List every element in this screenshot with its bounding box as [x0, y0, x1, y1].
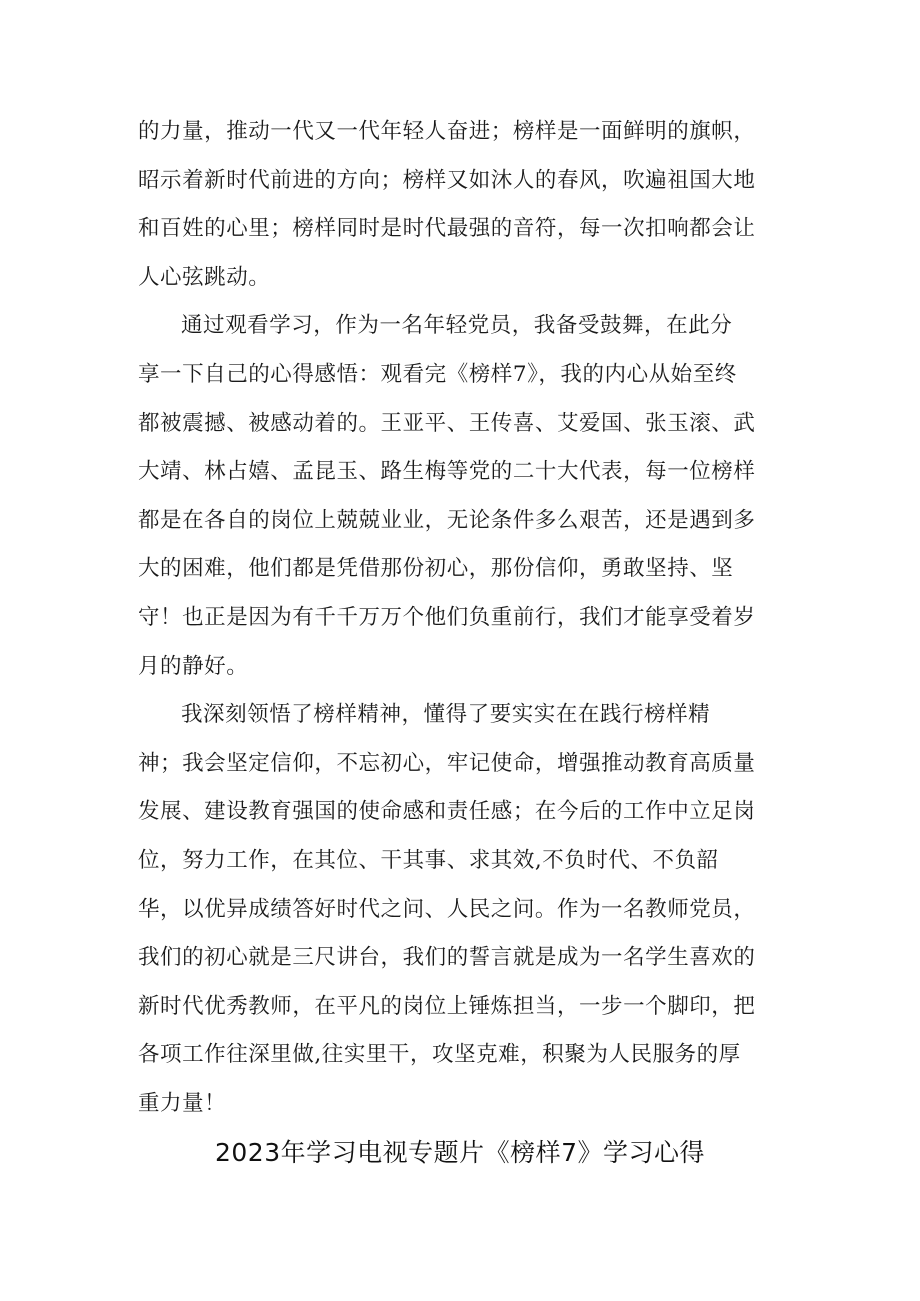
text-line: 和百姓的心里；榜样同时是时代最强的音符，每一次扣响都会让	[138, 216, 756, 242]
document-title: 2023年学习电视专题片《榜样7》学习心得	[214, 1138, 706, 1167]
paragraph-start-line: 我深刻领悟了榜样精神，懂得了要实实在在践行榜样精	[181, 702, 711, 728]
text-line: 新时代优秀教师，在平凡的岗位上锤炼担当，一步一个脚印，把	[138, 993, 756, 1019]
text-line: 各项工作往深里做,往实里干，攻坚克难，积聚为人民服务的厚	[138, 1042, 741, 1068]
text-line: 神；我会坚定信仰，不忘初心，牢记使命，增强推动教育高质量	[138, 750, 756, 776]
text-line: 的力量，推动一代又一代年轻人奋进；榜样是一面鲜明的旗帜，	[138, 119, 756, 144]
text-line: 人心弦跳动。	[138, 264, 271, 290]
text-line: 我们的初心就是三尺讲台，我们的誓言就是成为一名学生喜欢的	[138, 945, 756, 971]
text-line: 大靖、林占嬉、孟昆玉、路生梅等党的二十大代表，每一位榜样	[138, 459, 756, 485]
paragraph-start-line: 通过观看学习，作为一名年轻党员，我备受鼓舞，在此分	[181, 313, 733, 339]
text-line: 都被震撼、被感动着的。王亚平、王传喜、艾爱国、张玉滚、武	[138, 410, 756, 436]
text-line: 发展、建设教育强国的使命感和责任感；在今后的工作中立足岗	[138, 799, 756, 825]
text-line: 都是在各自的岗位上兢兢业业，无论条件多么艰苦，还是遇到多	[138, 507, 756, 533]
text-line: 月的静好。	[138, 653, 249, 679]
body-text	[138, 108, 792, 1128]
text-line: 位，努力工作，在其位、干其事、求其效,不负时代、不负韶	[138, 847, 719, 873]
text-line: 华，以优异成绩答好时代之问、人民之问。作为一名教师党员，	[138, 896, 756, 922]
text-line: 守！也正是因为有千千万万个他们负重前行，我们才能享受着岁	[138, 604, 756, 630]
text-line: 享一下自己的心得感悟：观看完《榜样7》，我的内心从始至终	[138, 361, 737, 387]
text-line: 大的困难，他们都是凭借那份初心，那份信仰，勇敢坚持、坚	[138, 556, 734, 582]
text-line: 昭示着新时代前进的方向；榜样又如沐人的春风，吹遍祖国大地	[138, 167, 756, 193]
text-line: 重力量！	[138, 1090, 227, 1116]
